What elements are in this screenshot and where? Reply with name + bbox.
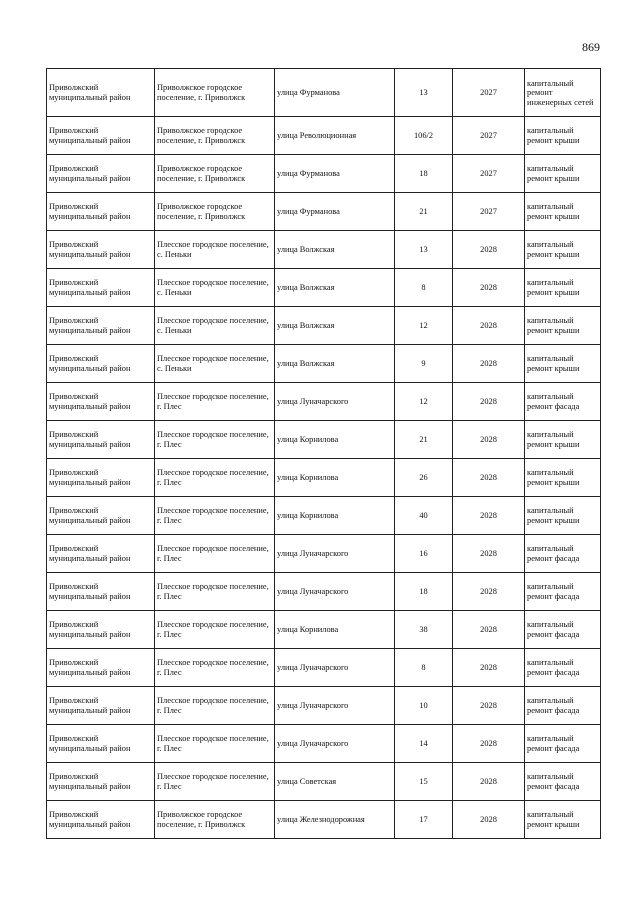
- house-number-cell: 12: [395, 307, 453, 345]
- settlement-cell: Плесское городское поселение, г. Плес: [155, 383, 275, 421]
- district-cell: Приволжский муниципальный район: [47, 307, 155, 345]
- table-row: [47, 573, 601, 611]
- district-cell: Приволжский муниципальный район: [47, 69, 155, 117]
- house-number-cell: 21: [395, 193, 453, 231]
- settlement-cell: Плесское городское поселение, с. Пеньки: [155, 307, 275, 345]
- work-type-cell: капитальный ремонт крыши: [525, 117, 601, 155]
- year-cell: 2028: [453, 573, 525, 611]
- year-cell: 2028: [453, 345, 525, 383]
- work-type-cell: капитальный ремонт крыши: [525, 269, 601, 307]
- district-cell: Приволжский муниципальный район: [47, 155, 155, 193]
- table-row: [47, 649, 601, 687]
- house-number-cell: 9: [395, 345, 453, 383]
- district-cell: Приволжский муниципальный район: [47, 231, 155, 269]
- house-number-cell: 8: [395, 269, 453, 307]
- year-cell: 2028: [453, 687, 525, 725]
- settlement-cell: Приволжское городское поселение, г. Приволжск: [155, 801, 275, 839]
- street-cell: улица Луначарского: [275, 383, 395, 421]
- year-cell: 2028: [453, 611, 525, 649]
- district-cell: Приволжский муниципальный район: [47, 345, 155, 383]
- street-cell: улица Луначарского: [275, 687, 395, 725]
- table-row: [47, 459, 601, 497]
- work-type-cell: капитальный ремонт фасада: [525, 687, 601, 725]
- settlement-cell: Плесское городское поселение, г. Плес: [155, 421, 275, 459]
- district-cell: Приволжский муниципальный район: [47, 497, 155, 535]
- street-cell: улица Волжская: [275, 307, 395, 345]
- street-cell: улица Фурманова: [275, 193, 395, 231]
- settlement-cell: Плесское городское поселение, г. Плес: [155, 611, 275, 649]
- work-type-cell: капитальный ремонт крыши: [525, 345, 601, 383]
- district-cell: Приволжский муниципальный район: [47, 687, 155, 725]
- settlement-cell: Плесское городское поселение, г. Плес: [155, 687, 275, 725]
- street-cell: улица Волжская: [275, 345, 395, 383]
- work-type-cell: капитальный ремонт фасада: [525, 649, 601, 687]
- table-row: [47, 69, 601, 117]
- street-cell: улица Революционная: [275, 117, 395, 155]
- house-number-cell: 13: [395, 69, 453, 117]
- house-number-cell: 18: [395, 573, 453, 611]
- work-type-cell: капитальный ремонт инженерных сетей: [525, 69, 601, 117]
- house-number-cell: 15: [395, 763, 453, 801]
- district-cell: Приволжский муниципальный район: [47, 801, 155, 839]
- settlement-cell: Плесское городское поселение, г. Плес: [155, 649, 275, 687]
- street-cell: улица Корнилова: [275, 421, 395, 459]
- table-row: [47, 117, 601, 155]
- house-number-cell: 12: [395, 383, 453, 421]
- district-cell: Приволжский муниципальный район: [47, 725, 155, 763]
- table-row: [47, 231, 601, 269]
- house-number-cell: 26: [395, 459, 453, 497]
- house-number-cell: 106/2: [395, 117, 453, 155]
- district-cell: Приволжский муниципальный район: [47, 459, 155, 497]
- year-cell: 2028: [453, 383, 525, 421]
- year-cell: 2028: [453, 801, 525, 839]
- table-row: [47, 763, 601, 801]
- table-row: [47, 383, 601, 421]
- table-row: [47, 725, 601, 763]
- year-cell: 2028: [453, 725, 525, 763]
- street-cell: улица Фурманова: [275, 69, 395, 117]
- table-row: [47, 421, 601, 459]
- table-row: [47, 269, 601, 307]
- house-number-cell: 21: [395, 421, 453, 459]
- work-type-cell: капитальный ремонт крыши: [525, 155, 601, 193]
- work-type-cell: капитальный ремонт крыши: [525, 231, 601, 269]
- work-type-cell: капитальный ремонт фасада: [525, 725, 601, 763]
- settlement-cell: Плесское городское поселение, г. Плес: [155, 763, 275, 801]
- street-cell: улица Луначарского: [275, 725, 395, 763]
- work-type-cell: капитальный ремонт крыши: [525, 307, 601, 345]
- district-cell: Приволжский муниципальный район: [47, 193, 155, 231]
- work-type-cell: капитальный ремонт фасада: [525, 611, 601, 649]
- house-number-cell: 40: [395, 497, 453, 535]
- district-cell: Приволжский муниципальный район: [47, 649, 155, 687]
- settlement-cell: Плесское городское поселение, с. Пеньки: [155, 231, 275, 269]
- table-row: [47, 345, 601, 383]
- street-cell: улица Корнилова: [275, 459, 395, 497]
- settlement-cell: Приволжское городское поселение, г. Приволжск: [155, 117, 275, 155]
- work-type-cell: капитальный ремонт фасада: [525, 383, 601, 421]
- district-cell: Приволжский муниципальный район: [47, 269, 155, 307]
- district-cell: Приволжский муниципальный район: [47, 573, 155, 611]
- house-number-cell: 38: [395, 611, 453, 649]
- table-row: [47, 155, 601, 193]
- year-cell: 2028: [453, 307, 525, 345]
- table-row: [47, 801, 601, 839]
- street-cell: улица Корнилова: [275, 611, 395, 649]
- house-number-cell: 10: [395, 687, 453, 725]
- work-type-cell: капитальный ремонт крыши: [525, 801, 601, 839]
- settlement-cell: Плесское городское поселение, г. Плес: [155, 725, 275, 763]
- table-row: [47, 193, 601, 231]
- street-cell: улица Луначарского: [275, 573, 395, 611]
- table-row: [47, 687, 601, 725]
- work-type-cell: капитальный ремонт крыши: [525, 459, 601, 497]
- settlement-cell: Плесское городское поселение, г. Плес: [155, 459, 275, 497]
- house-number-cell: 13: [395, 231, 453, 269]
- year-cell: 2028: [453, 497, 525, 535]
- street-cell: улица Волжская: [275, 231, 395, 269]
- district-cell: Приволжский муниципальный район: [47, 763, 155, 801]
- year-cell: 2027: [453, 117, 525, 155]
- work-type-cell: капитальный ремонт крыши: [525, 193, 601, 231]
- work-type-cell: капитальный ремонт крыши: [525, 421, 601, 459]
- year-cell: 2028: [453, 231, 525, 269]
- settlement-cell: Плесское городское поселение, г. Плес: [155, 535, 275, 573]
- house-number-cell: 16: [395, 535, 453, 573]
- district-cell: Приволжский муниципальный район: [47, 421, 155, 459]
- page-number: 869: [582, 40, 600, 54]
- house-number-cell: 17: [395, 801, 453, 839]
- year-cell: 2027: [453, 69, 525, 117]
- district-cell: Приволжский муниципальный район: [47, 611, 155, 649]
- street-cell: улица Фурманова: [275, 155, 395, 193]
- district-cell: Приволжский муниципальный район: [47, 535, 155, 573]
- house-number-cell: 18: [395, 155, 453, 193]
- district-cell: Приволжский муниципальный район: [47, 383, 155, 421]
- housing-repair-table: [46, 68, 601, 839]
- year-cell: 2028: [453, 649, 525, 687]
- year-cell: 2028: [453, 269, 525, 307]
- district-cell: Приволжский муниципальный район: [47, 117, 155, 155]
- street-cell: улица Волжская: [275, 269, 395, 307]
- settlement-cell: Плесское городское поселение, с. Пеньки: [155, 345, 275, 383]
- settlement-cell: Приволжское городское поселение, г. Приволжск: [155, 69, 275, 117]
- settlement-cell: Плесское городское поселение, с. Пеньки: [155, 269, 275, 307]
- table-row: [47, 611, 601, 649]
- house-number-cell: 14: [395, 725, 453, 763]
- street-cell: улица Луначарского: [275, 535, 395, 573]
- house-number-cell: 8: [395, 649, 453, 687]
- year-cell: 2028: [453, 459, 525, 497]
- settlement-cell: Плесское городское поселение, г. Плес: [155, 497, 275, 535]
- table-row: [47, 497, 601, 535]
- street-cell: улица Железнодорожная: [275, 801, 395, 839]
- work-type-cell: капитальный ремонт фасада: [525, 763, 601, 801]
- year-cell: 2028: [453, 535, 525, 573]
- work-type-cell: капитальный ремонт фасада: [525, 535, 601, 573]
- year-cell: 2028: [453, 421, 525, 459]
- year-cell: 2027: [453, 155, 525, 193]
- street-cell: улица Советская: [275, 763, 395, 801]
- settlement-cell: Плесское городское поселение, г. Плес: [155, 573, 275, 611]
- settlement-cell: Приволжское городское поселение, г. Приволжск: [155, 193, 275, 231]
- street-cell: улица Луначарского: [275, 649, 395, 687]
- work-type-cell: капитальный ремонт фасада: [525, 573, 601, 611]
- work-type-cell: капитальный ремонт крыши: [525, 497, 601, 535]
- year-cell: 2028: [453, 763, 525, 801]
- street-cell: улица Корнилова: [275, 497, 395, 535]
- year-cell: 2027: [453, 193, 525, 231]
- settlement-cell: Приволжское городское поселение, г. Приволжск: [155, 155, 275, 193]
- table-row: [47, 535, 601, 573]
- table-row: [47, 307, 601, 345]
